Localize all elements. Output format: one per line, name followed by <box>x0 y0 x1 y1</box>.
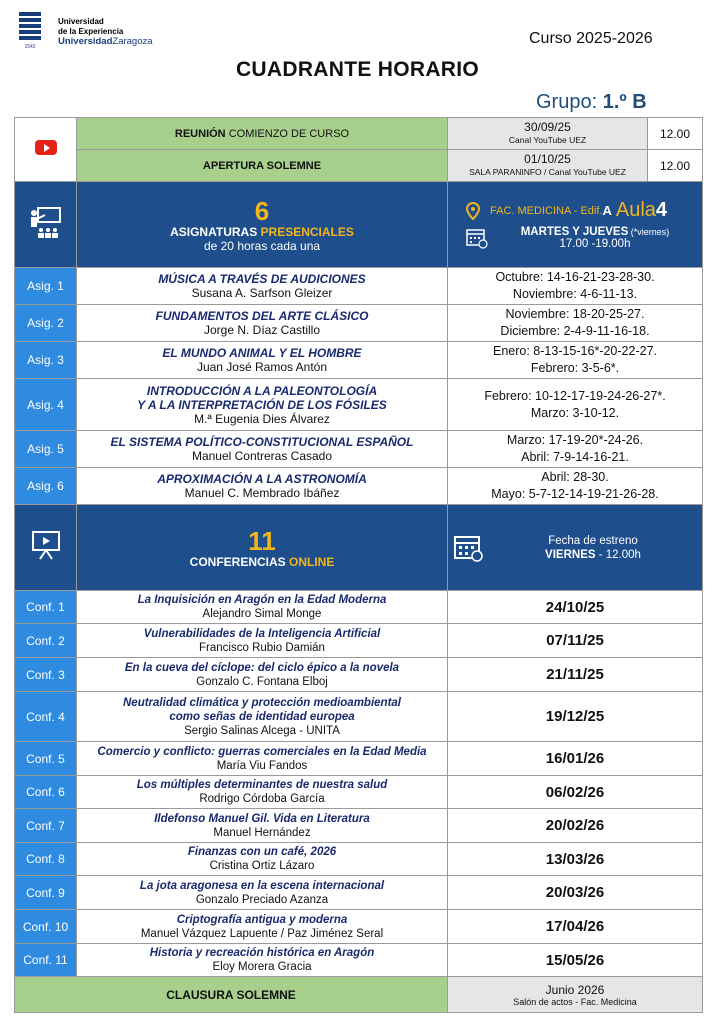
logo-line-1: Universidad <box>58 17 104 26</box>
conference-info: En la cueva del cíclope: del ciclo épico a la novela Gonzalo C. Fontana Elboj <box>77 658 448 692</box>
conferences-date-info <box>448 505 703 591</box>
conference-row <box>15 692 703 742</box>
location-pin-icon <box>466 202 480 220</box>
subject-row <box>15 431 703 468</box>
calendar-icon <box>454 533 484 563</box>
subject-schedule: Enero: 8-13-15-16*-20-22-27. Febrero: 3-5-6*. <box>448 342 703 379</box>
event-hour: 12.00 <box>648 150 703 182</box>
conference-row <box>15 843 703 876</box>
youtube-cell <box>15 118 77 182</box>
conference-code: Conf. 5 <box>15 742 77 776</box>
logo-line-3: UniversidadZaragoza <box>58 36 153 47</box>
premiere-day: VIERNES - 12.00h <box>545 548 641 561</box>
conference-info: Los múltiples determinantes de nuestra salud Rodrigo Córdoba García <box>77 776 448 809</box>
conference-date: 24/10/25 <box>448 591 703 624</box>
conferences-label: CONFERENCIAS ONLINE <box>189 554 335 569</box>
event-label: REUNIÓN COMIENZO DE CURSO <box>77 118 448 150</box>
subject-row <box>15 468 703 505</box>
conferences-count: 11 <box>248 525 276 556</box>
university-crest-icon <box>16 10 44 50</box>
subject-schedule: Noviembre: 18-20-25-27. Diciembre: 2-4-9-11-16-18. <box>448 305 703 342</box>
event-row <box>15 118 703 150</box>
closing-date: Junio 2026 Salón de actos - Fac. Medicina <box>448 977 703 1013</box>
classroom-teacher-icon <box>28 204 64 240</box>
conference-info: La Inquisición en Aragón en la Edad Moderna Alejandro Simal Monge <box>77 591 448 624</box>
logo-text <box>58 17 153 47</box>
conference-date: 20/03/26 <box>448 876 703 910</box>
subject-row <box>15 268 703 305</box>
schedule-table <box>14 117 703 1013</box>
subjects-header <box>15 182 703 268</box>
conference-info: Historia y recreación histórica en Aragón Eloy Morera Gracia <box>77 944 448 977</box>
conference-date: 15/05/26 <box>448 944 703 977</box>
subject-row <box>15 305 703 342</box>
event-date: 01/10/25 SALA PARANINFO / Canal YouTube UEZ <box>448 150 648 182</box>
conference-code: Conf. 2 <box>15 624 77 658</box>
conference-row <box>15 624 703 658</box>
conference-date: 19/12/25 <box>448 692 703 742</box>
aula-number: 4 <box>655 199 668 221</box>
conference-info: Finanzas con un café, 2026 Cristina Ortiz Lázaro <box>77 843 448 876</box>
course-year: Curso 2025-2026 <box>529 30 653 47</box>
conference-code: Conf. 11 <box>15 944 77 977</box>
conference-date: 21/11/25 <box>448 658 703 692</box>
presentation-icon-cell <box>15 505 77 591</box>
calendar-icon <box>466 227 488 249</box>
subject-schedule: Febrero: 10-12-17-19-24-26-27*. Marzo: 3-10-12. <box>448 379 703 431</box>
logo-line-2: de la Experiencia <box>58 27 124 36</box>
presentation-screen-icon <box>30 529 62 561</box>
conference-info: Ildefonso Manuel Gil. Vida en Literatura Manuel Hernández <box>77 809 448 843</box>
conference-row <box>15 944 703 977</box>
subject-code: Asig. 3 <box>15 342 77 379</box>
conference-row <box>15 658 703 692</box>
conference-date: 20/02/26 <box>448 809 703 843</box>
conference-info: Comercio y conflicto: guerras comerciales en la Edad Media María Viu Fandos <box>77 742 448 776</box>
subjects-header-label <box>77 182 448 268</box>
subject-info: EL SISTEMA POLÍTICO-CONSTITUCIONAL ESPAÑOL Manuel Contreras Casado <box>77 431 448 468</box>
subject-code: Asig. 1 <box>15 268 77 305</box>
conference-code: Conf. 7 <box>15 809 77 843</box>
conference-info: Criptografía antigua y moderna Manuel Vázquez Lapuente / Paz Jiménez Seral <box>77 910 448 944</box>
location-text: FAC. MEDICINA - Edif. <box>490 204 603 217</box>
university-logo <box>16 10 166 50</box>
event-row <box>15 150 703 182</box>
conference-date: 06/02/26 <box>448 776 703 809</box>
conference-date: 16/01/26 <box>448 742 703 776</box>
conferences-header-label <box>77 505 448 591</box>
conference-code: Conf. 1 <box>15 591 77 624</box>
subject-code: Asig. 4 <box>15 379 77 431</box>
closing-row <box>15 977 703 1013</box>
conference-row <box>15 809 703 843</box>
subjects-label: ASIGNATURAS PRESENCIALES <box>170 224 354 239</box>
subject-code: Asig. 5 <box>15 431 77 468</box>
subject-code: Asig. 6 <box>15 468 77 505</box>
subject-info: APROXIMACIÓN A LA ASTRONOMÍA Manuel C. Membrado Ibáñez <box>77 468 448 505</box>
conference-code: Conf. 4 <box>15 692 77 742</box>
subject-info: EL MUNDO ANIMAL Y EL HOMBRE Juan José Ramos Antón <box>77 342 448 379</box>
closing-label: CLAUSURA SOLEMNE <box>15 977 448 1013</box>
premiere-label: Fecha de estreno <box>548 534 638 547</box>
subjects-count: 6 <box>254 195 270 226</box>
conference-code: Conf. 10 <box>15 910 77 944</box>
logo-year: 1542 <box>24 44 36 50</box>
group-label: Grupo: 1.º B <box>536 91 647 113</box>
subject-row <box>15 342 703 379</box>
subject-info: FUNDAMENTOS DEL ARTE CLÁSICO Jorge N. Díaz Castillo <box>77 305 448 342</box>
teacher-icon-cell <box>15 182 77 268</box>
subjects-days: MARTES Y JUEVES (*viernes) 17.00 -19.00h <box>520 226 670 250</box>
conference-date: 07/11/25 <box>448 624 703 658</box>
subject-row <box>15 379 703 431</box>
conference-row <box>15 591 703 624</box>
subject-schedule: Abril: 28-30. Mayo: 5-7-12-14-19-21-26-28. <box>448 468 703 505</box>
conference-row <box>15 742 703 776</box>
conference-row <box>15 876 703 910</box>
page-title: CUADRANTE HORARIO <box>235 58 480 81</box>
conference-row <box>15 776 703 809</box>
subject-code: Asig. 2 <box>15 305 77 342</box>
event-date: 30/09/25 Canal YouTube UEZ <box>448 118 648 150</box>
conference-date: 17/04/26 <box>448 910 703 944</box>
event-hour: 12.00 <box>648 118 703 150</box>
conference-info: Neutralidad climática y protección medioambiental como señas de identidad europea Sergio Salinas Alcega - UNITA <box>77 692 448 742</box>
event-label: APERTURA SOLEMNE <box>77 150 448 182</box>
conference-date: 13/03/26 <box>448 843 703 876</box>
subject-schedule: Octubre: 14-16-21-23-28-30. Noviembre: 4-6-11-13. <box>448 268 703 305</box>
subject-schedule: Marzo: 17-19-20*-24-26. Abril: 7-9-14-16-21. <box>448 431 703 468</box>
youtube-icon[interactable] <box>35 140 57 155</box>
conference-info: Vulnerabilidades de la Inteligencia Artificial Francisco Rubio Damián <box>77 624 448 658</box>
aula-label: Aula <box>615 199 656 221</box>
subjects-location <box>448 182 703 268</box>
conference-code: Conf. 6 <box>15 776 77 809</box>
conference-code: Conf. 9 <box>15 876 77 910</box>
conference-info: La jota aragonesa en la escena internacional Gonzalo Preciado Azanza <box>77 876 448 910</box>
conference-code: Conf. 3 <box>15 658 77 692</box>
conferences-header <box>15 505 703 591</box>
conference-code: Conf. 8 <box>15 843 77 876</box>
subject-info: MÚSICA A TRAVÉS DE AUDICIONES Susana A. Sarfson Gleizer <box>77 268 448 305</box>
conference-row <box>15 910 703 944</box>
subjects-sub: de 20 horas cada una <box>203 238 321 253</box>
subject-info: INTRODUCCIÓN A LA PALEONTOLOGÍA Y A LA INTERPRETACIÓN DE LOS FÓSILES M.ª Eugenia Dies Álvarez <box>77 379 448 431</box>
edif-letter: A <box>602 203 612 218</box>
